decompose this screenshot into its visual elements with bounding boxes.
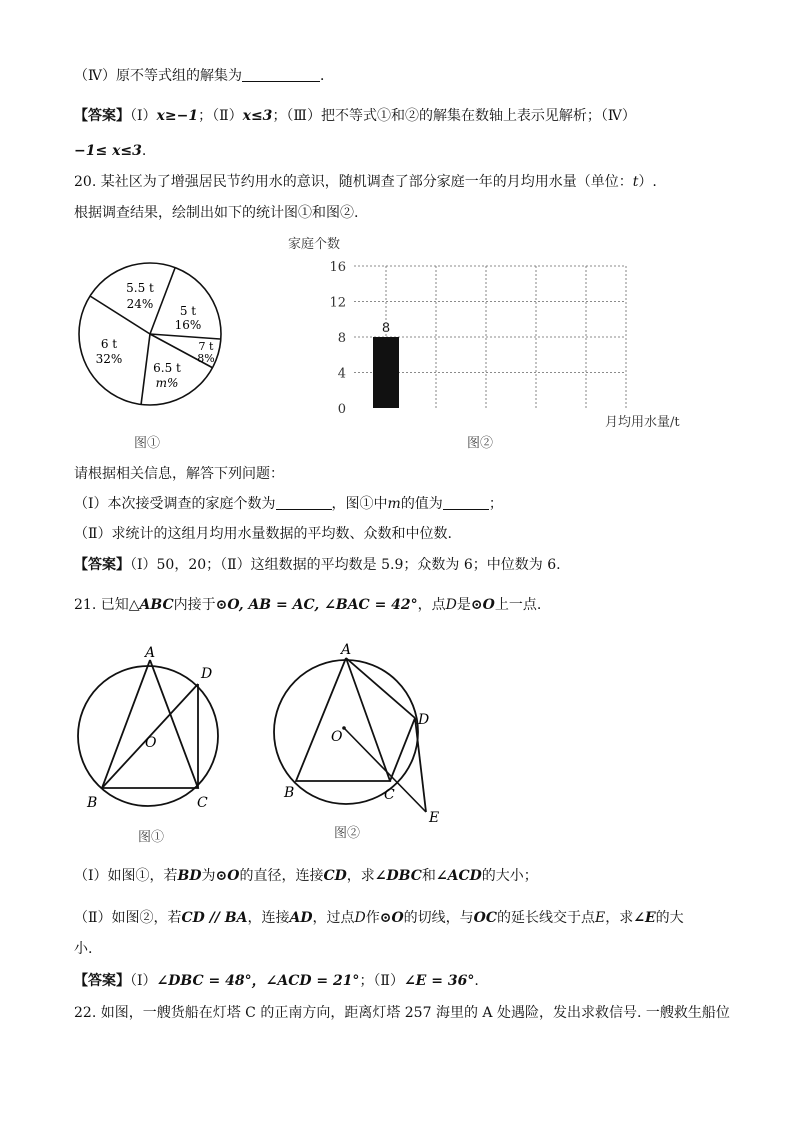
answer-text: . — [474, 973, 479, 989]
math-expression: ∠DBC = 48°，∠ACD = 21° — [156, 973, 360, 989]
answer-tag: 【答案】 — [74, 108, 130, 124]
segment-cd — [390, 718, 415, 781]
answer-text: ；（Ⅱ） — [198, 108, 243, 124]
answer-blank — [276, 495, 332, 510]
part-text: （Ⅰ）本次接受调查的家庭个数为 — [74, 496, 276, 512]
x-axis-label: 月均用水量/t — [605, 415, 680, 430]
triangle-abc — [102, 660, 198, 788]
bar — [373, 337, 399, 408]
part-text: 和 — [421, 868, 436, 884]
q20-stem-line2 — [74, 203, 358, 223]
y-tick-label: 8 — [337, 331, 346, 346]
math-expression: ∠ACD — [435, 868, 482, 884]
answer-text: （Ⅰ）50，20；（Ⅱ）这组数据的平均数是 5.9；众数为 6；中位数为 6. — [130, 557, 561, 573]
math-expression: ⊙O — [379, 910, 404, 926]
q19-part4 — [74, 66, 334, 86]
pie-slice-label: 5 t — [179, 304, 197, 318]
pie-slice-pct: 8% — [197, 352, 215, 365]
y-tick-label: 0 — [337, 402, 346, 417]
point-label: D — [418, 712, 430, 728]
math-expression: x≥−1 — [156, 108, 199, 124]
part-text: 的延长线交于点 — [497, 910, 595, 926]
pie-divider — [150, 268, 175, 334]
answer-text: ；（Ⅲ）把不等式①和②的解集在数轴上表示见解析；（Ⅳ） — [272, 108, 636, 124]
pie-slice-pct: 32% — [95, 352, 123, 366]
stem-text: 内接于 — [173, 597, 216, 613]
pie-slice-label: 6 t — [100, 337, 118, 351]
point-label: C — [197, 795, 208, 811]
stem-text: 是 — [456, 597, 471, 613]
y-tick-label: 16 — [329, 260, 346, 275]
math-expression: △ABC — [128, 597, 174, 613]
tangent-de — [415, 718, 426, 812]
pie-divider — [150, 334, 220, 339]
q19-part4-end: ． — [320, 68, 334, 84]
pie-slice-pct: 24% — [126, 297, 154, 311]
q20-part1 — [74, 494, 503, 514]
figure-caption: 图① — [134, 436, 161, 451]
math-expression: ∠DBC — [374, 868, 422, 884]
pie-chart — [72, 251, 232, 411]
stem-text: 21. 已知 — [74, 597, 129, 613]
math-expression: CD // BA — [181, 910, 248, 926]
answer-text: . — [141, 143, 147, 159]
point-label: O — [331, 729, 343, 745]
part-text: 的切线，与 — [403, 910, 474, 926]
point-label: B — [284, 785, 295, 801]
point-label: C — [384, 787, 395, 803]
math-expression: ⊙O — [215, 868, 240, 884]
point-label: E — [429, 810, 440, 826]
part-text: ； — [488, 496, 503, 512]
q20-stem-end: ）. — [638, 174, 657, 190]
answer-text: （Ⅰ） — [130, 973, 157, 989]
chart-axes — [329, 260, 346, 417]
q20-part2 — [74, 524, 452, 544]
math-expression: CD — [323, 868, 347, 884]
math-expression: BD — [177, 868, 202, 884]
point-label: D — [201, 666, 213, 682]
figure-caption: 图① — [138, 830, 165, 845]
part-text: ，图①中 — [331, 496, 388, 512]
answer-text: ；（Ⅱ） — [359, 973, 404, 989]
pie-slice-label: 5.5 t — [126, 281, 154, 295]
point-label: A — [341, 642, 352, 658]
chart-bars — [373, 321, 399, 408]
figure-caption: 图② — [334, 826, 361, 841]
part-text: 的大 — [655, 910, 684, 926]
part-text: 的值为 — [400, 496, 443, 512]
q21-part1 — [74, 866, 538, 886]
stem-text: 上一点. — [494, 597, 542, 613]
figure-caption: 图② — [467, 436, 494, 451]
bar-chart — [288, 234, 688, 434]
y-axis-label: 家庭个数 — [288, 237, 341, 252]
stem-text: 22. 如图，一艘货船在灯塔 C 的正南方向，距离灯塔 257 海里的 A 处遇险，发出求救信号. 一艘救生船位 — [74, 1005, 730, 1021]
q19-part4-text: （Ⅳ）原不等式组的解集为 — [74, 68, 242, 84]
q20-answer — [74, 555, 561, 575]
part-text: （Ⅰ）如图①，若 — [74, 868, 178, 884]
part-text: （Ⅱ）如图②，若 — [74, 910, 182, 926]
q20-unit: t — [632, 174, 639, 190]
q19-answer-cont — [74, 141, 146, 161]
math-expression: OC — [473, 910, 497, 926]
answer-blank — [242, 67, 320, 82]
math-var: D — [445, 597, 457, 613]
answer-blank — [443, 495, 489, 510]
math-expression: ∠E — [633, 910, 656, 926]
geometry-figure-2 — [268, 636, 458, 836]
stem-text: ，点 — [417, 597, 446, 613]
math-expression: ⊙O, AB = AC, ∠BAC = 42° — [215, 597, 418, 613]
part-text: ，连接 — [247, 910, 290, 926]
center-point — [342, 726, 346, 730]
answer-text: （Ⅰ） — [130, 108, 157, 124]
q20-stem2: 根据调查结果，绘制出如下的统计图①和图②. — [74, 205, 359, 221]
part-text: 小. — [74, 941, 93, 957]
part-text: 为 — [201, 868, 216, 884]
pie-slice-label: 6.5 t — [153, 361, 181, 375]
bar-data-label: 8 — [381, 321, 391, 336]
pie-divider — [141, 334, 150, 405]
part-text: ，求 — [605, 910, 634, 926]
point-label: B — [87, 795, 98, 811]
q21-answer — [74, 971, 479, 991]
point-label: O — [145, 735, 157, 751]
part-text: ，过点 — [312, 910, 355, 926]
math-expression: ∠E = 36° — [403, 973, 475, 989]
math-expression: x≤3 — [242, 108, 273, 124]
part-text: ，求 — [346, 868, 375, 884]
y-tick-label: 4 — [337, 366, 346, 382]
q19-answer — [74, 106, 636, 126]
part-text: 的大小； — [481, 868, 538, 884]
answer-tag: 【答案】 — [74, 557, 130, 573]
point-label: A — [145, 645, 156, 661]
geometry-figure-1 — [70, 640, 240, 840]
pie-slice-label: 7 t — [198, 340, 214, 353]
math-var: E — [595, 910, 606, 926]
math-var: m — [387, 496, 401, 512]
q21-stem — [74, 595, 541, 615]
q22-stem — [74, 1003, 730, 1023]
pie-slice-pct: m% — [155, 376, 179, 390]
math-expression: −1≤ x≤3 — [74, 143, 142, 159]
q20-stem: 20. 某社区为了增强居民节约用水的意识，随机调查了部分家庭一年的月均用水量（单位： — [74, 174, 633, 190]
part-text: 作 — [365, 910, 380, 926]
triangle-abc — [296, 658, 390, 781]
y-tick-label: 12 — [329, 295, 346, 311]
q20-question — [74, 464, 284, 484]
math-expression: ⊙O — [470, 597, 495, 613]
math-expression: AD — [289, 910, 313, 926]
q21-part2-cont — [74, 939, 92, 959]
part-text: 的直径，连接 — [239, 868, 324, 884]
q20-stem-line1 — [74, 172, 657, 192]
part-text: （Ⅱ）求统计的这组月均用水量数据的平均数、众数和中位数. — [74, 526, 452, 542]
q21-part2 — [74, 908, 684, 928]
q20-question-text: 请根据相关信息，解答下列问题： — [74, 466, 284, 482]
pie-slice-pct: 16% — [174, 318, 202, 332]
math-var: D — [354, 910, 366, 926]
answer-tag: 【答案】 — [74, 973, 130, 989]
